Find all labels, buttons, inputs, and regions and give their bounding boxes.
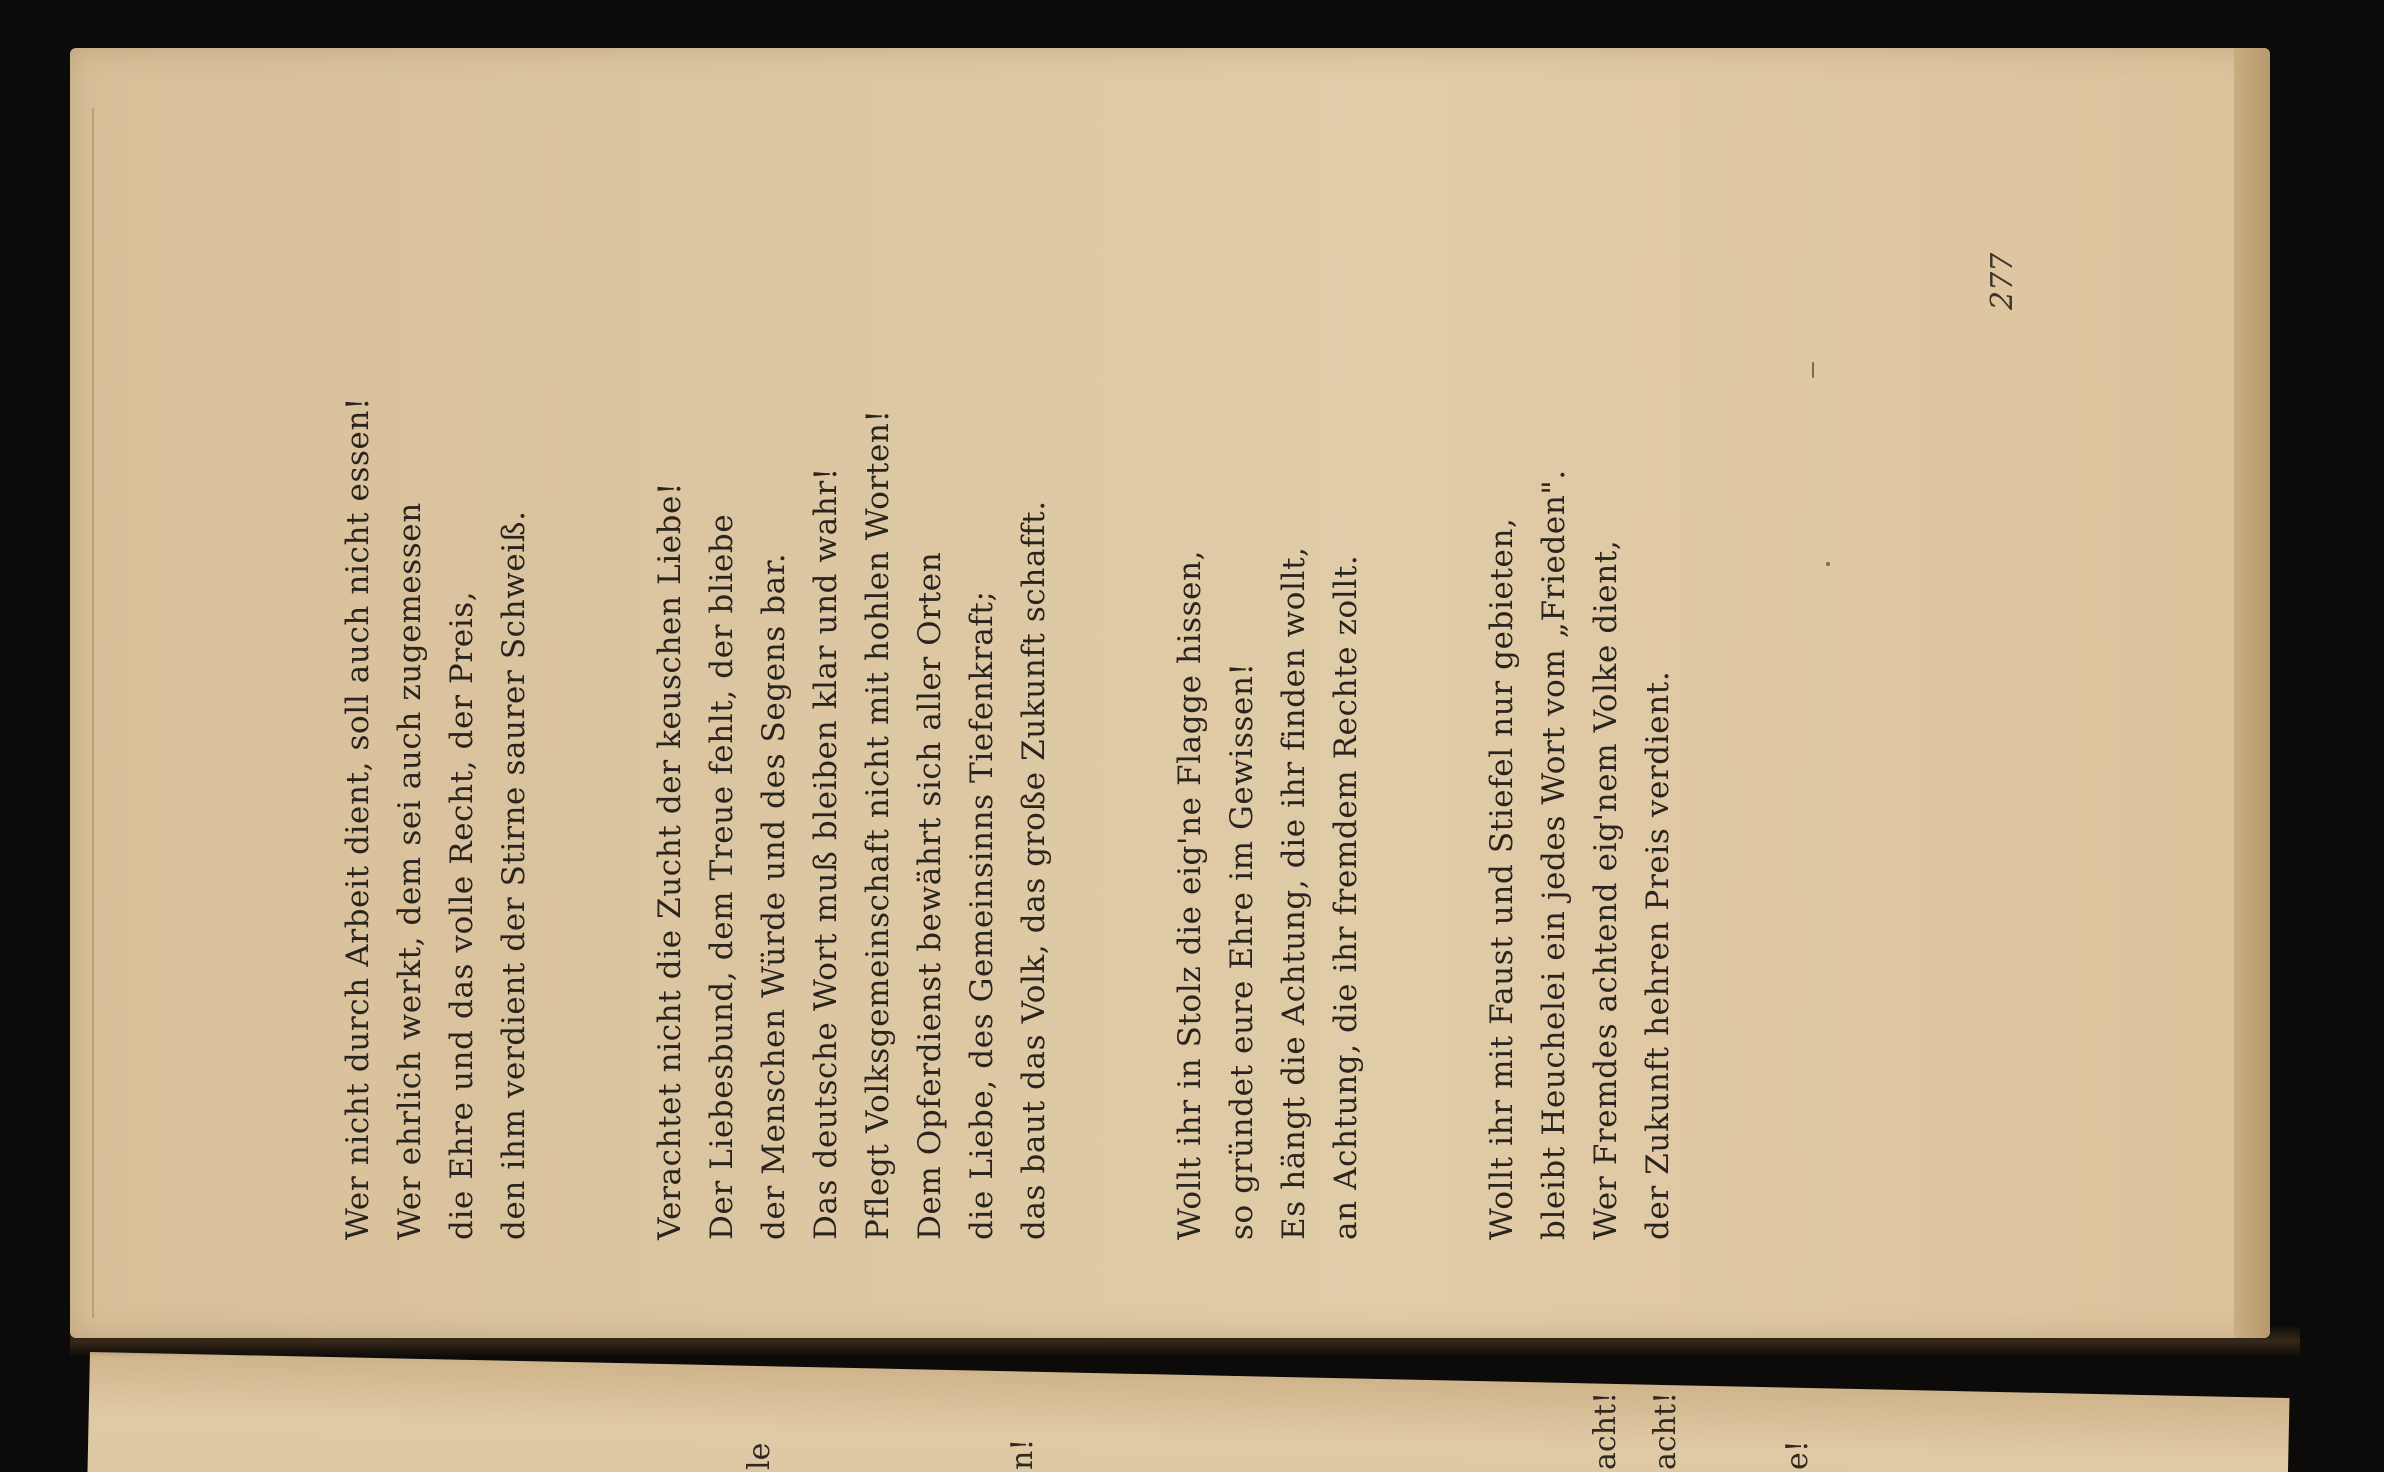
- paper-speck: [1826, 562, 1830, 566]
- poem-line: an Achtung, die ihr fremdem Rechte zollt.: [1328, 554, 1364, 1240]
- poem-line: Wollt ihr in Stolz die eig'ne Flagge hissen,: [1172, 549, 1208, 1240]
- next-page-fragment: le: [742, 1442, 777, 1470]
- next-page-fragment: e!: [1780, 1440, 1815, 1470]
- poem-line: Wer nicht durch Arbeit dient, soll auch nicht essen!: [340, 396, 376, 1240]
- page-edge: [2234, 48, 2270, 1338]
- poem-line: Das deutsche Wort muß bleiben klar und wahr!: [808, 467, 844, 1240]
- poem-line: Wer ehrlich werkt, dem sei auch zugemessen: [392, 502, 428, 1240]
- poem-line: der Menschen Würde und des Segens bar.: [756, 552, 792, 1240]
- next-page-fragment: n!: [1005, 1438, 1040, 1470]
- poem-line: Dem Opferdienst bewährt sich aller Orten: [912, 551, 948, 1240]
- paper-speck: [1812, 362, 1814, 378]
- poem-line: der Zukunft hehren Preis verdient.: [1640, 670, 1676, 1240]
- poem-line: bleibt Heuchelei ein jedes Wort vom „Frieden".: [1536, 469, 1572, 1240]
- poem-line: Pflegt Volksgemeinschaft nicht mit hohlen Worten!: [860, 409, 896, 1240]
- next-page: [87, 1352, 2290, 1472]
- poem-line: das baut das Volk, das große Zukunft schafft.: [1016, 500, 1052, 1240]
- poem-line: so gründet eure Ehre im Gewissen!: [1224, 662, 1260, 1240]
- poem-line: Wer Fremdes achtend eig'nem Volke dient,: [1588, 539, 1624, 1240]
- stanza-3: [1164, 180, 1372, 1240]
- page-number: 277: [1985, 252, 2020, 310]
- poem-line: Verachtet nicht die Zucht der keuschen Liebe!: [652, 481, 688, 1240]
- stanza-1: [332, 180, 540, 1240]
- stanza-2: [644, 180, 1060, 1240]
- next-page-fragment: acht!: [1648, 1391, 1683, 1470]
- poem-line: die Ehre und das volle Recht, der Preis,: [444, 590, 480, 1240]
- next-page-fragment: acht!: [1588, 1391, 1623, 1470]
- poem-line: Der Liebesbund, dem Treue fehlt, der bliebe: [704, 513, 740, 1240]
- poem-line: Wollt ihr mit Faust und Stiefel nur gebieten,: [1484, 517, 1520, 1240]
- poem-line: den ihm verdient der Stirne saurer Schweiß.: [496, 510, 532, 1240]
- poem-text: [332, 180, 1788, 1240]
- poem-line: Es hängt die Achtung, die ihr finden wollt,: [1276, 546, 1312, 1240]
- poem-line: die Liebe, des Gemeinsinns Tiefenkraft;: [964, 590, 1000, 1240]
- stanza-4: [1476, 180, 1684, 1240]
